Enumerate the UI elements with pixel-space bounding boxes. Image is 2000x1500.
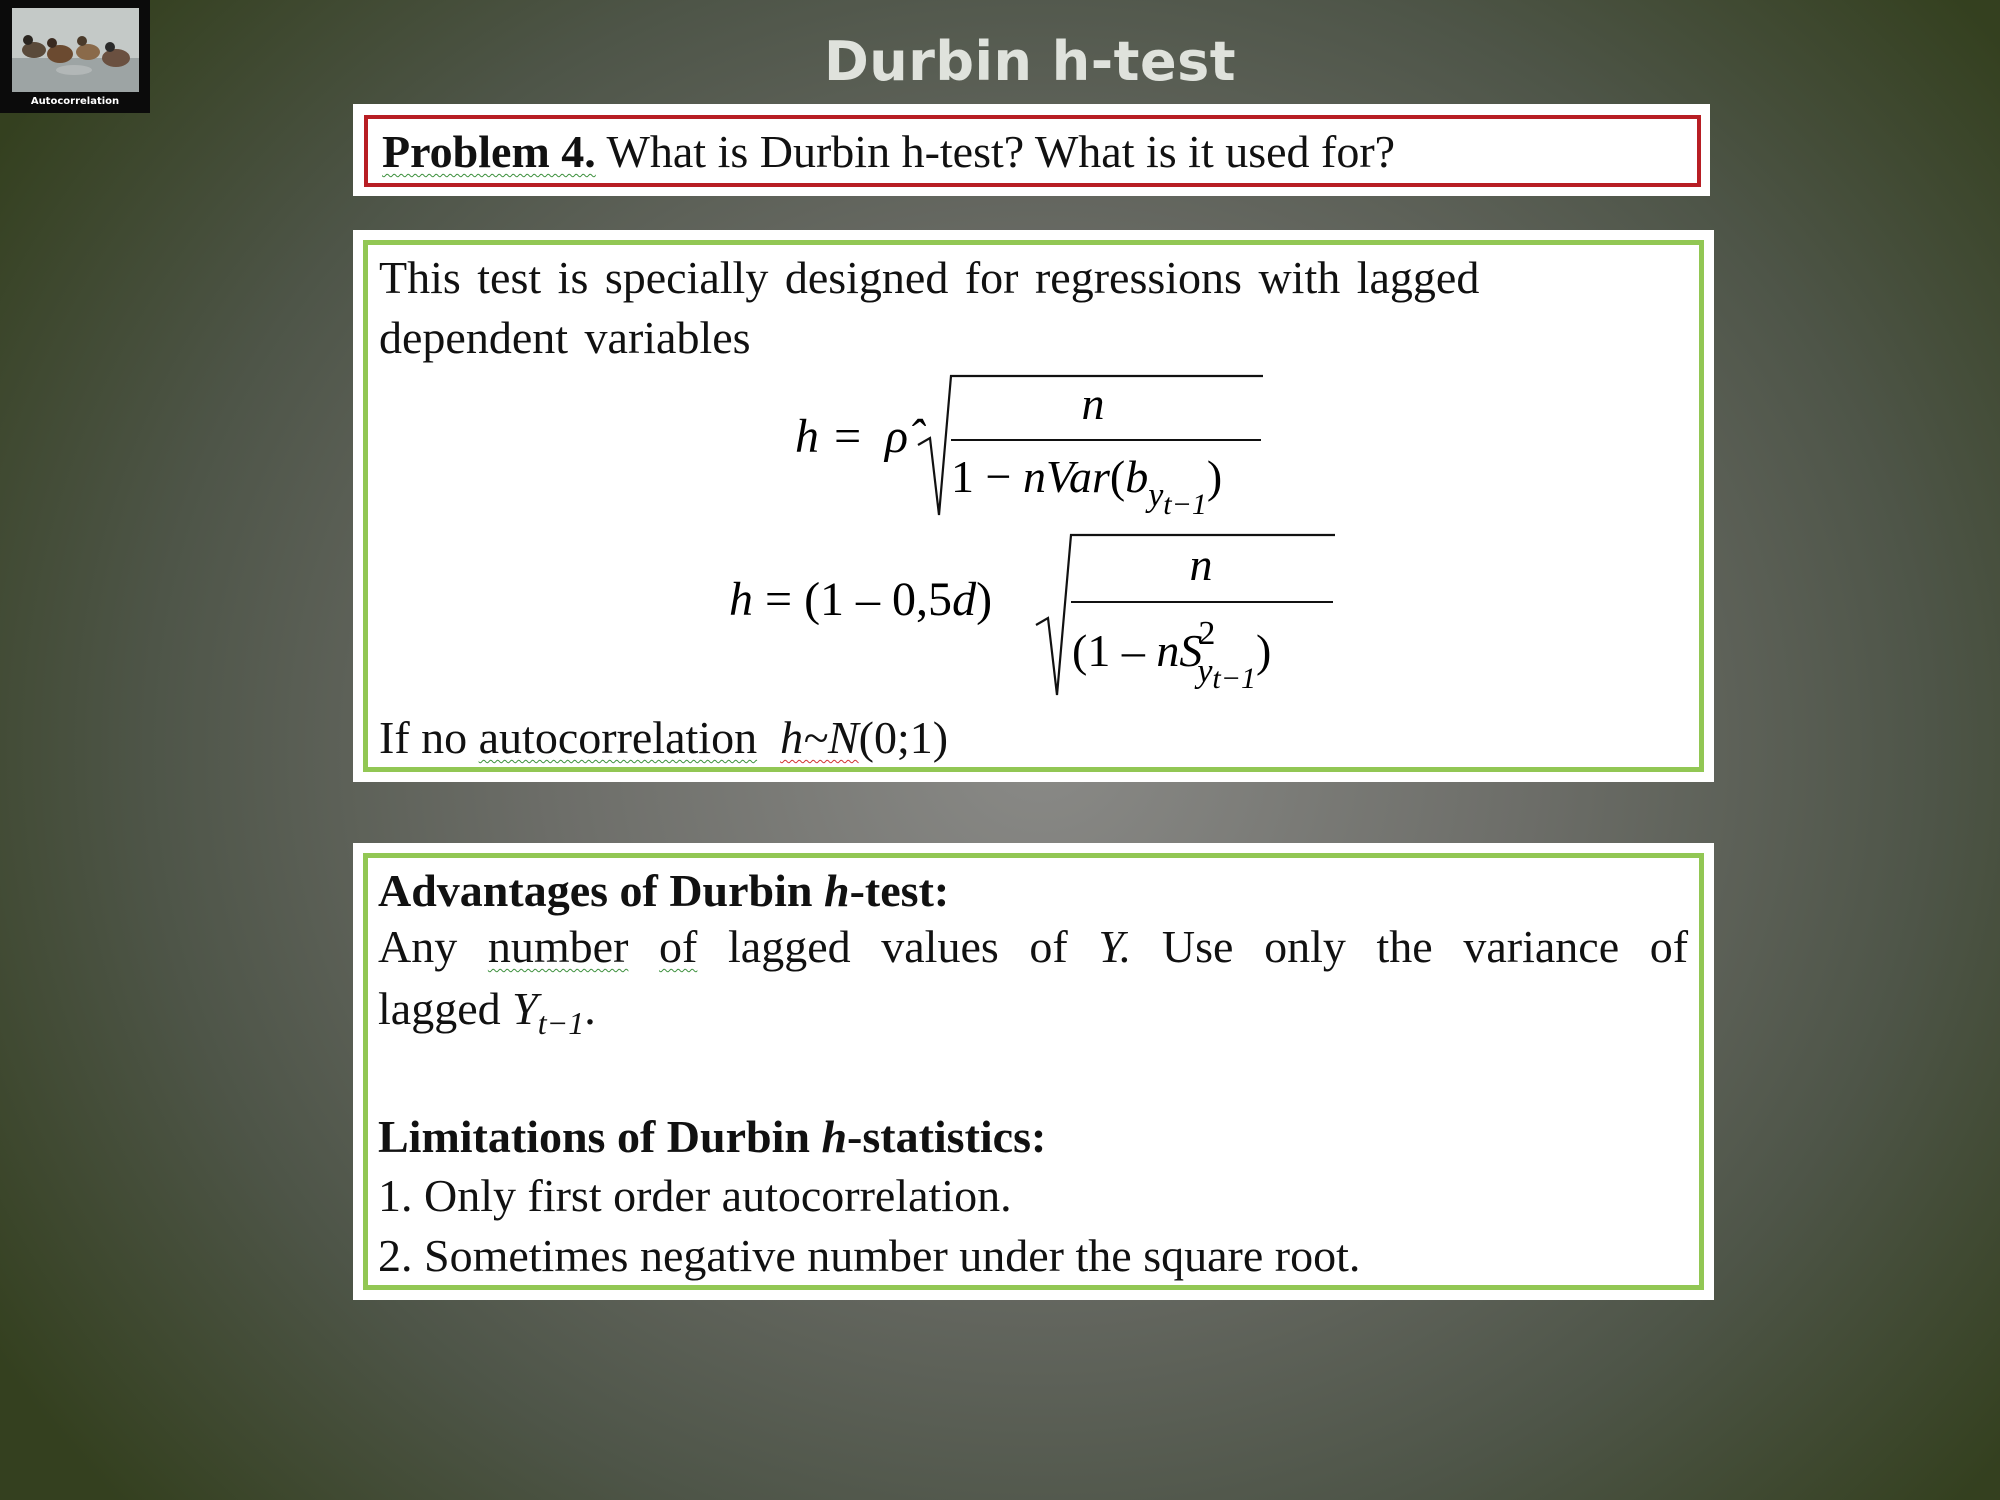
conclusion-word: autocorrelation xyxy=(478,712,758,763)
word: variance xyxy=(1463,921,1620,972)
formula2-numerator: n xyxy=(1189,539,1213,590)
formula2-lhs: h = (1 – 0,5d) xyxy=(729,573,993,626)
limitations-heading: Limitations of Durbin h-statistics: xyxy=(378,1111,1047,1162)
formula1-numerator: n xyxy=(1081,378,1105,429)
word: Any xyxy=(378,921,458,972)
limitation-item-2: 2. Sometimes negative number under the square root. xyxy=(378,1230,1361,1281)
ducks-photo xyxy=(12,8,139,92)
logo-caption: Autocorrelation xyxy=(30,96,120,107)
advantages-panel xyxy=(353,843,1714,1300)
formula1-rho: ρ̂ xyxy=(885,410,909,463)
advantages-line-1 xyxy=(378,920,1688,973)
answer-line-2: dependent variables xyxy=(379,312,751,363)
word: lagged xyxy=(728,921,851,972)
word: Y. xyxy=(1098,921,1132,972)
problem-statement xyxy=(382,124,1395,179)
formula1-lhs: h = xyxy=(795,410,864,463)
answer-panel xyxy=(353,230,1714,782)
formula2-denominator: (1 – nS2 yt−1) xyxy=(1072,615,1272,695)
word: Use xyxy=(1161,921,1234,972)
answer-conclusion xyxy=(379,710,948,765)
advantages-frame xyxy=(363,853,1704,1290)
word: of xyxy=(659,921,698,972)
formula-2 xyxy=(729,535,1335,695)
conclusion-distribution: h~N xyxy=(780,712,859,763)
word: the xyxy=(1376,921,1433,972)
advantages-heading: Advantages of Durbin h-test: xyxy=(378,865,950,916)
limitation-item-1: 1. Only first order autocorrelation. xyxy=(378,1170,1012,1221)
formula-area xyxy=(353,230,1714,782)
problem-label: Problem 4. xyxy=(382,126,596,177)
logo-thumbnail xyxy=(0,0,150,113)
word: of xyxy=(1029,921,1068,972)
conclusion-prefix: If no xyxy=(379,712,479,763)
problem-panel xyxy=(353,104,1710,196)
answer-line-1: This test is specially designed for regressions with lagged xyxy=(379,252,1480,303)
formula1-denominator: $1 - nVar(b_yt-1)$ xyxy=(951,451,1223,521)
word: only xyxy=(1264,921,1346,972)
problem-text: What is Durbin h-test? What is it used for? xyxy=(595,126,1396,177)
advantages-line-2: lagged $Y_{t-1}$. xyxy=(378,983,596,1042)
word: of xyxy=(1649,921,1689,972)
word-number: number xyxy=(487,921,629,972)
formula-1 xyxy=(795,376,1263,521)
slide-title: Durbin h-test xyxy=(823,30,1237,93)
conclusion-params: (0;1) xyxy=(858,712,949,763)
word: values xyxy=(881,921,999,972)
